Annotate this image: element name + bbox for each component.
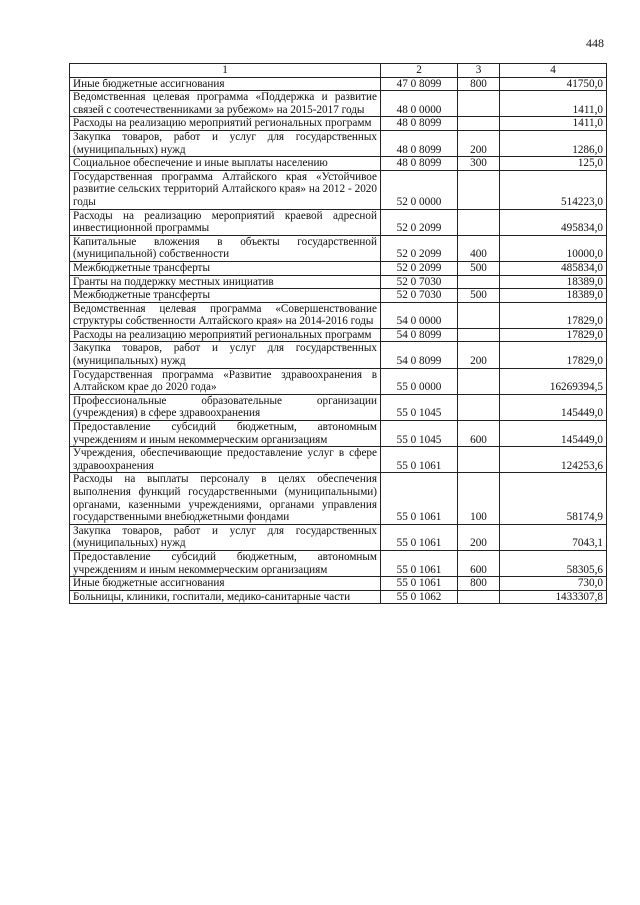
row-code: 48 0 8099 bbox=[381, 117, 458, 131]
row-name: Иные бюджетные ассигнования bbox=[70, 77, 381, 91]
table-row bbox=[70, 328, 607, 342]
row-code: 55 0 1061 bbox=[381, 524, 458, 550]
row-name: Ведомственная целевая программа «Поддержка и развитие связей с соотечественниками за рубежом» на 2015-2017 годы bbox=[70, 91, 381, 117]
row-name: Межбюджетные трансферты bbox=[70, 289, 381, 303]
row-name: Расходы на реализацию мероприятий региональных программ bbox=[70, 328, 381, 342]
row-name: Расходы на выплаты персоналу в целях обеспечения выполнения функций государственными (муниципальными) органами, казенными учреждениями, органами управления государственными внебюджетными фондами bbox=[70, 473, 381, 524]
row-code: 48 0 8099 bbox=[381, 157, 458, 171]
row-code: 54 0 0000 bbox=[381, 302, 458, 328]
row-name: Государственная программа Алтайского края «Устойчивое развитие сельских территорий Алтайского края» на 2012 - 2020 годы bbox=[70, 170, 381, 209]
table-body bbox=[70, 77, 607, 604]
table-row bbox=[70, 91, 607, 117]
table-row bbox=[70, 157, 607, 171]
row-amount: 124253,6 bbox=[500, 447, 607, 473]
row-name: Предоставление субсидий бюджетным, автономным учреждениям и иным некоммерческим организациям bbox=[70, 550, 381, 576]
row-name: Расходы на реализацию мероприятий региональных программ bbox=[70, 117, 381, 131]
row-amount: 17829,0 bbox=[500, 328, 607, 342]
page-number: 448 bbox=[586, 36, 604, 50]
row-type bbox=[458, 91, 500, 117]
row-type: 800 bbox=[458, 77, 500, 91]
row-amount: 41750,0 bbox=[500, 77, 607, 91]
table-row bbox=[70, 261, 607, 275]
row-code: 52 0 7030 bbox=[381, 289, 458, 303]
row-code: 48 0 8099 bbox=[381, 130, 458, 156]
row-amount: 495834,0 bbox=[500, 209, 607, 235]
row-name: Межбюджетные трансферты bbox=[70, 261, 381, 275]
row-amount: 1433307,8 bbox=[500, 590, 607, 604]
row-type: 800 bbox=[458, 577, 500, 591]
header-col-code: 2 bbox=[381, 64, 458, 78]
row-amount: 18389,0 bbox=[500, 275, 607, 289]
table-row bbox=[70, 342, 607, 368]
row-type bbox=[458, 302, 500, 328]
row-type: 600 bbox=[458, 421, 500, 447]
row-name: Учреждения, обеспечивающие предоставление услуг в сфере здравоохранения bbox=[70, 447, 381, 473]
row-amount: 58174,9 bbox=[500, 473, 607, 524]
row-amount: 18389,0 bbox=[500, 289, 607, 303]
row-type: 500 bbox=[458, 261, 500, 275]
row-type bbox=[458, 275, 500, 289]
table-row bbox=[70, 77, 607, 91]
row-code: 52 0 2099 bbox=[381, 209, 458, 235]
row-name: Гранты на поддержку местных инициатив bbox=[70, 275, 381, 289]
row-amount: 125,0 bbox=[500, 157, 607, 171]
table-row bbox=[70, 590, 607, 604]
row-name: Капитальные вложения в объекты государственной (муниципальной) собственности bbox=[70, 235, 381, 261]
row-type bbox=[458, 209, 500, 235]
table-row bbox=[70, 209, 607, 235]
table-row bbox=[70, 170, 607, 209]
row-code: 54 0 8099 bbox=[381, 328, 458, 342]
row-amount: 1286,0 bbox=[500, 130, 607, 156]
row-code: 47 0 8099 bbox=[381, 77, 458, 91]
row-code: 55 0 1045 bbox=[381, 394, 458, 420]
row-type: 200 bbox=[458, 130, 500, 156]
table-row bbox=[70, 421, 607, 447]
table-row bbox=[70, 368, 607, 394]
row-amount: 145449,0 bbox=[500, 421, 607, 447]
table-row bbox=[70, 394, 607, 420]
row-name: Профессиональные образовательные организации (учреждения) в сфере здравоохранения bbox=[70, 394, 381, 420]
row-type: 400 bbox=[458, 235, 500, 261]
row-name: Государственная программа «Развитие здравоохранения в Алтайском крае до 2020 года» bbox=[70, 368, 381, 394]
row-name: Закупка товаров, работ и услуг для государственных (муниципальных) нужд bbox=[70, 342, 381, 368]
row-amount: 1411,0 bbox=[500, 117, 607, 131]
table-row bbox=[70, 289, 607, 303]
row-amount: 17829,0 bbox=[500, 302, 607, 328]
table-row bbox=[70, 235, 607, 261]
table-row bbox=[70, 117, 607, 131]
row-type bbox=[458, 170, 500, 209]
header-col-name: 1 bbox=[70, 64, 381, 78]
table-row bbox=[70, 524, 607, 550]
row-name: Иные бюджетные ассигнования bbox=[70, 577, 381, 591]
table-row bbox=[70, 550, 607, 576]
row-type bbox=[458, 368, 500, 394]
row-amount: 730,0 bbox=[500, 577, 607, 591]
row-name: Расходы на реализацию мероприятий краевой адресной инвестиционной программы bbox=[70, 209, 381, 235]
row-code: 55 0 1062 bbox=[381, 590, 458, 604]
table-row bbox=[70, 447, 607, 473]
table-header bbox=[70, 64, 607, 78]
row-amount: 514223,0 bbox=[500, 170, 607, 209]
row-code: 55 0 1061 bbox=[381, 447, 458, 473]
row-type: 100 bbox=[458, 473, 500, 524]
row-code: 52 0 0000 bbox=[381, 170, 458, 209]
row-name: Закупка товаров, работ и услуг для государственных (муниципальных) нужд bbox=[70, 130, 381, 156]
row-code: 55 0 1061 bbox=[381, 550, 458, 576]
row-name: Социальное обеспечение и иные выплаты населению bbox=[70, 157, 381, 171]
row-amount: 7043,1 bbox=[500, 524, 607, 550]
row-code: 55 0 1061 bbox=[381, 577, 458, 591]
header-col-type: 3 bbox=[458, 64, 500, 78]
row-type: 300 bbox=[458, 157, 500, 171]
table-row bbox=[70, 577, 607, 591]
table-row bbox=[70, 473, 607, 524]
row-type: 500 bbox=[458, 289, 500, 303]
row-code: 54 0 8099 bbox=[381, 342, 458, 368]
row-code: 52 0 2099 bbox=[381, 261, 458, 275]
row-code: 52 0 7030 bbox=[381, 275, 458, 289]
row-type bbox=[458, 447, 500, 473]
table-row bbox=[70, 275, 607, 289]
table-row bbox=[70, 130, 607, 156]
row-amount: 58305,6 bbox=[500, 550, 607, 576]
row-name: Больницы, клиники, госпитали, медико-санитарные части bbox=[70, 590, 381, 604]
row-type bbox=[458, 328, 500, 342]
row-name: Закупка товаров, работ и услуг для государственных (муниципальных) нужд bbox=[70, 524, 381, 550]
row-code: 48 0 0000 bbox=[381, 91, 458, 117]
row-amount: 16269394,5 bbox=[500, 368, 607, 394]
header-row bbox=[70, 64, 607, 78]
row-amount: 17829,0 bbox=[500, 342, 607, 368]
row-type bbox=[458, 590, 500, 604]
row-type: 200 bbox=[458, 524, 500, 550]
header-col-amount: 4 bbox=[500, 64, 607, 78]
table-row bbox=[70, 302, 607, 328]
row-code: 52 0 2099 bbox=[381, 235, 458, 261]
row-code: 55 0 1045 bbox=[381, 421, 458, 447]
row-name: Ведомственная целевая программа «Совершенствование структуры собственности Алтайского края» на 2014-2016 годы bbox=[70, 302, 381, 328]
budget-table bbox=[69, 63, 607, 604]
row-type bbox=[458, 117, 500, 131]
row-amount: 10000,0 bbox=[500, 235, 607, 261]
row-type: 200 bbox=[458, 342, 500, 368]
row-amount: 1411,0 bbox=[500, 91, 607, 117]
row-type: 600 bbox=[458, 550, 500, 576]
row-type bbox=[458, 394, 500, 420]
row-name: Предоставление субсидий бюджетным, автономным учреждениям и иным некоммерческим организациям bbox=[70, 421, 381, 447]
row-code: 55 0 1061 bbox=[381, 473, 458, 524]
row-code: 55 0 0000 bbox=[381, 368, 458, 394]
row-amount: 145449,0 bbox=[500, 394, 607, 420]
row-amount: 485834,0 bbox=[500, 261, 607, 275]
